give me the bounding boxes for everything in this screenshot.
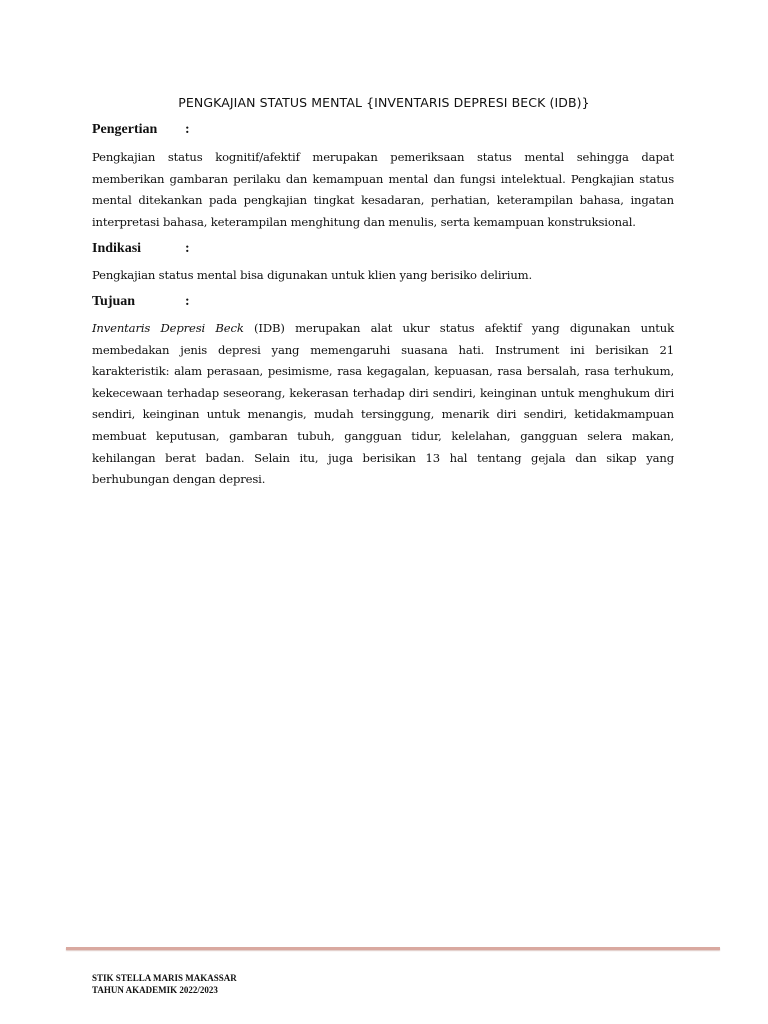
section-heading-indikasi	[92, 239, 674, 259]
section-paragraph-pengertian: Pengkajian status kognitif/afektif merupakan pemeriksaan status mental sehingga dapat memberikan gambaran perilaku dan kemampuan mental dan fungsi intelektual. Pengkajian status mental ditekankan pada pengkajian tingkat kesadaran, perhatian, keterampilan bahasa, ingatan interpretasi bahasa, keterampilan menghitung dan menulis, serta kemampuan konstruksional.	[92, 150, 674, 229]
section-heading-colon: :	[185, 293, 190, 309]
italic-term-idb: Inventaris Depresi Beck	[92, 320, 244, 335]
footer-academic-year: TAHUN AKADEMIK 2022/2023	[92, 985, 218, 995]
footer-institution: STIK STELLA MARIS MAKASSAR	[92, 973, 237, 983]
section-heading-colon: :	[185, 122, 190, 137]
section-heading-label: Pengertian	[92, 122, 158, 137]
section-heading-label: Indikasi	[92, 241, 142, 257]
section-paragraph-indikasi: Pengkajian status mental bisa digunakan untuk klien yang berisiko delirium.	[92, 268, 533, 283]
section-paragraph-tujuan	[92, 318, 674, 491]
page-title: PENGKAJIAN STATUS MENTAL {INVENTARIS DEPRESI BECK (IDB)}	[178, 95, 590, 110]
section-heading-colon: :	[185, 241, 190, 257]
section-heading-pengertian	[92, 120, 674, 140]
section-heading-label: Tujuan	[92, 293, 136, 309]
page-footer	[92, 972, 237, 996]
document-body	[92, 120, 674, 491]
footer-divider	[66, 947, 720, 950]
section-heading-tujuan	[92, 292, 674, 312]
section-paragraph-text: (IDB) merupakan alat ukur status afektif yang digunakan untuk membedakan jenis depresi yang memengaruhi suasana hati. Instrument ini berisikan 21 karakteristik: alam perasaan, pesimisme, rasa kegagalan, kepuasan, rasa bersalah, rasa terhukum, kekecewaan terhadap seseorang, kekerasan terhadap diri sendiri, keinginan untuk menghukum diri sendiri, keinginan untuk menangis, mudah tersinggung, menarik diri sendiri, ketidakmampuan membuat keputusan, gambaran tubuh, gangguan tidur, kelelahan, gangguan selera makan, kehilangan berat badan. Selain itu, juga berisikan 13 hal tentang gejala dan sikap yang berhubungan dengan depresi.	[92, 320, 675, 487]
